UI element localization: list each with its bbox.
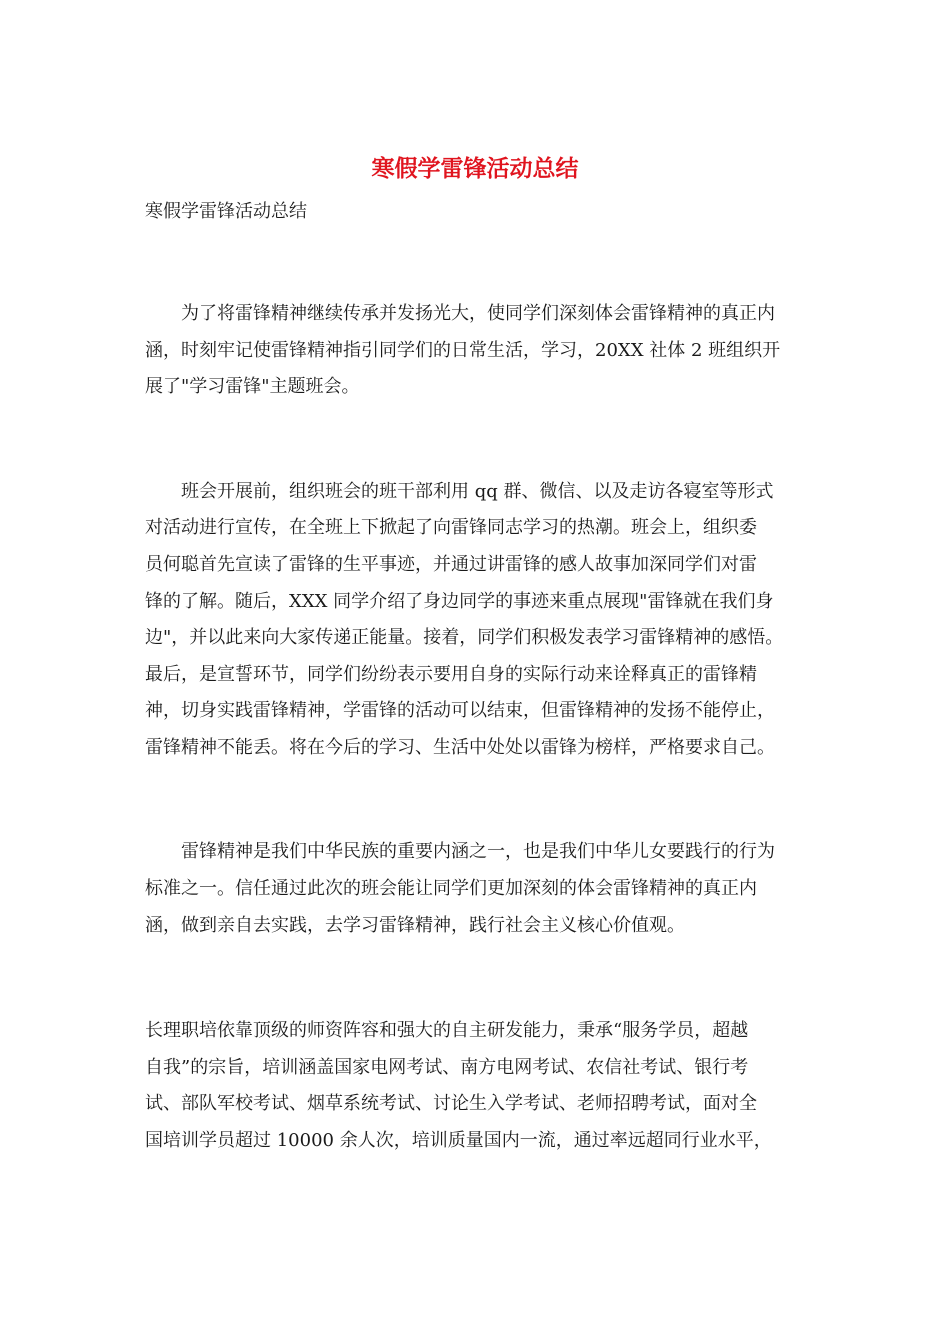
paragraph-2-line-7: 神，切身实践雷锋精神，学雷锋的活动可以结束，但雷锋精神的发扬不能停止， xyxy=(145,700,775,721)
paragraph-3-line-2: 标准之一。信任通过此次的班会能让同学们更加深刻的体会雷锋精神的真正内 xyxy=(145,878,757,899)
paragraph-4-line-3: 试、部队军校考试、烟草系统考试、讨论生入学考试、老师招聘考试，面对全 xyxy=(145,1093,757,1114)
paragraph-1-line-2: 涵，时刻牢记使雷锋精神指引同学们的日常生活，学习，20XX 社体 2 班组织开 xyxy=(145,340,781,361)
paragraph-3-line-1: 雷锋精神是我们中华民族的重要内涵之一，也是我们中华儿女要践行的行为 xyxy=(145,841,775,862)
paragraph-4-line-2: 自我”的宗旨，培训涵盖国家电网考试、南方电网考试、农信社考试、银行考 xyxy=(145,1057,749,1078)
paragraph-3-line-3: 涵，做到亲自去实践，去学习雷锋精神，践行社会主义核心价值观。 xyxy=(145,915,685,936)
paragraph-2-line-5: 边"，并以此来向大家传递正能量。接着，同学们积极发表学习雷锋精神的感悟。 xyxy=(145,627,784,648)
document-subtitle: 寒假学雷锋活动总结 xyxy=(145,201,307,222)
paragraph-4-line-4: 国培训学员超过 10000 余人次，培训质量国内一流，通过率远超同行业水平， xyxy=(145,1130,772,1151)
paragraph-2-line-8: 雷锋精神不能丢。将在今后的学习、生活中处处以雷锋为榜样，严格要求自己。 xyxy=(145,737,775,758)
document-title: 寒假学雷锋活动总结 xyxy=(371,155,579,182)
paragraph-1-line-1: 为了将雷锋精神继续传承并发扬光大，使同学们深刻体会雷锋精神的真正内 xyxy=(145,303,775,324)
paragraph-1-line-3: 展了"学习雷锋"主题班会。 xyxy=(145,376,360,397)
paragraph-2-line-2: 对活动进行宣传，在全班上下掀起了向雷锋同志学习的热潮。班会上，组织委 xyxy=(145,517,757,538)
paragraph-2-line-3: 员何聪首先宣读了雷锋的生平事迹，并通过讲雷锋的感人故事加深同学们对雷 xyxy=(145,554,757,575)
paragraph-2-line-6: 最后，是宣誓环节，同学们纷纷表示要用自身的实际行动来诠释真正的雷锋精 xyxy=(145,664,757,685)
paragraph-4-line-1: 长理职培依靠顶级的师资阵容和强大的自主研发能力，秉承“服务学员，超越 xyxy=(145,1020,749,1041)
paragraph-2-line-1: 班会开展前，组织班会的班干部利用 qq 群、微信、以及走访各寝室等形式 xyxy=(145,481,774,502)
paragraph-2-line-4: 锋的了解。随后，XXX 同学介绍了身边同学的事迹来重点展现"雷锋就在我们身 xyxy=(145,591,774,612)
